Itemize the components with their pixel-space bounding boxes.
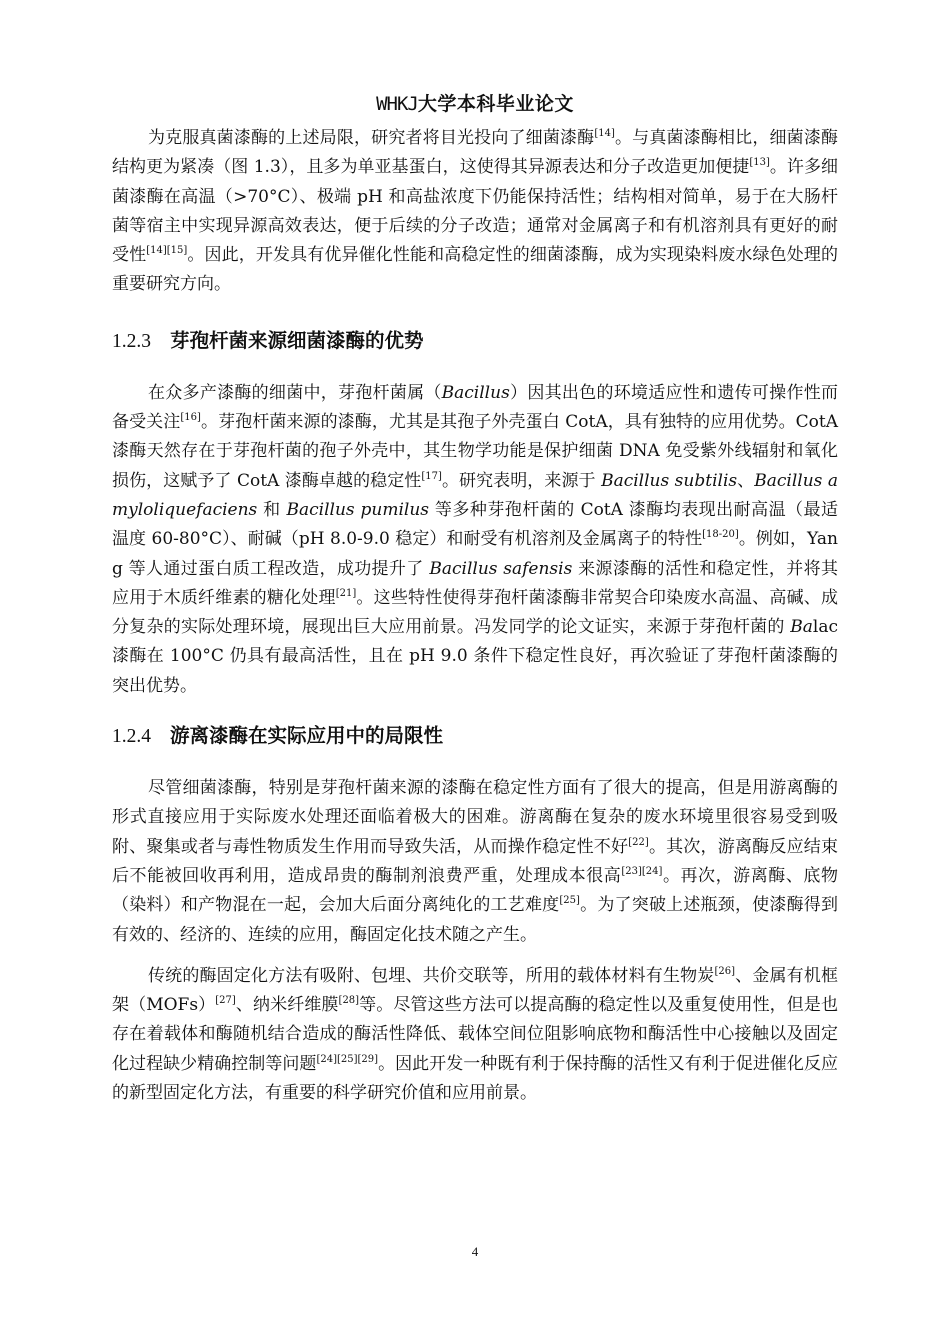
text-run: 。其次，游离酶反应结束后不能被回收再利用，造成昂贵的酶制剂浪费严重，处理成本很高	[112, 836, 839, 886]
text-run: 传统的酶固定化方法有吸附、包埋、共价交联等，所用的载体材料有生物炭	[148, 965, 715, 986]
citation: [23][24]	[621, 865, 663, 877]
section-number: 1.2.4	[112, 726, 151, 748]
citation: [14][15]	[146, 245, 188, 257]
paragraph-bacterial-laccase	[112, 124, 838, 300]
text-run: 。芽孢杆菌来源的漆酶，尤其是其孢子外壳蛋白 CotA，具有独特的应用优势。CotA 漆酶天然存在于芽孢杆菌的孢子外壳中，其生物学功能是保护细菌 DNA 免受紫外线辐射和氧化损伤，这赋予了 CotA 漆酶卓越的稳定性	[112, 412, 839, 491]
text-run: 。因此，开发具有优异催化性能和高稳定性的细菌漆酶，成为实现染料废水绿色处理的重要研究方向。	[112, 245, 839, 295]
header-school-code: WHKJ	[376, 93, 418, 115]
section-heading-1-2-3	[112, 326, 838, 357]
citation: [27]	[215, 995, 236, 1007]
page-number: 4	[471, 1244, 479, 1259]
section-number: 1.2.3	[112, 330, 151, 352]
paragraph-free-enzyme-limits	[112, 774, 838, 950]
species-name: Bacillus safensis	[429, 558, 573, 579]
text-run: 。与真菌漆酶相比，细菌漆酶结构更为紧凑（图 1.3），且多为单亚基蛋白，这使得其异源表达和分子改造更加便捷	[112, 128, 838, 178]
text-run: 等。尽管这些方法可以提高酶的稳定性以及重复使用性，但是也存在着载体和酶随机结合造成的酶活性降低、载体空间位阻影响底物和酶活性中心接触以及固定化过程缺少精确控制等问题	[112, 995, 838, 1074]
section-title: 芽孢杆菌来源细菌漆酶的优势	[170, 328, 424, 352]
text-run: ）因其出色的环境适应性和遗传可操作性而备受关注	[112, 382, 838, 433]
text-run: 。例如，Yang 等人通过蛋白质工程改造，成功提升了	[112, 529, 838, 579]
text-run: 。为了突破上述瓶颈，使漆酶得到有效的、经济的、连续的应用，酶固定化技术随之产生。	[112, 895, 839, 945]
citation: [16]	[180, 412, 201, 424]
text-run: 、金属有机框架（MOFs）	[112, 965, 839, 1016]
citation: [13]	[749, 157, 770, 169]
species-name: Bacillus amyloliquefaciens	[112, 470, 838, 520]
text-run: 、纳米纤维膜	[235, 995, 339, 1016]
text-run: 在众多产漆酶的细菌中，芽孢杆菌属（	[148, 382, 442, 403]
paragraph-bacillus-advantages	[112, 379, 838, 701]
text-run: 等多种芽孢杆菌的 CotA 漆酶均表现出耐高温（最适温度 60-80°C）、耐碱（pH 8.0-9.0 稳定）和耐受有机溶剂及金属离子的特性	[112, 499, 838, 550]
page-header	[0, 90, 950, 118]
section-heading-1-2-4	[112, 721, 838, 752]
text-run: 为克服真菌漆酶的上述局限，研究者将目光投向了细菌漆酶	[148, 128, 595, 148]
text-run: 。研究表明，来源于	[441, 470, 602, 491]
text-run: lac 漆酶在 100°C 仍具有最高活性，且在 pH 9.0 条件下稳定性良好，再次验证了芽孢杆菌漆酶的突出优势。	[112, 617, 838, 696]
citation: [17]	[421, 470, 442, 482]
citation: [18-20]	[702, 529, 739, 541]
text-run: 。许多细菌漆酶在高温（>70°C）、极端 pH 和高盐浓度下仍能保持活性；结构相对简单，易于在大肠杆菌等宿主中实现异源高效表达，便于后续的分子改造；通常对金属离子和有机溶剂具有更好的耐受性	[112, 157, 838, 266]
citation: [22]	[628, 836, 649, 848]
text-run: 来源漆酶的活性和稳定性，并将其应用于木质纤维素的糖化处理	[112, 558, 838, 608]
citation: [26]	[714, 965, 736, 977]
species-name: Bacillus subtilis	[601, 470, 738, 491]
section-title: 游离漆酶在实际应用中的局限性	[170, 724, 444, 748]
text-run: 和	[257, 499, 287, 520]
text-run: 。这些特性使得芽孢杆菌漆酶非常契合印染废水高温、高碱、成分复杂的实际处理环境，展现出巨大应用前景。冯发同学的论文证实，来源于芽孢杆菌的	[112, 587, 839, 638]
text-run: 尽管细菌漆酶，特别是芽孢杆菌来源的漆酶在稳定性方面有了很大的提高，但是用游离酶的形式直接应用于实际废水处理还面临着极大的困难。游离酶在复杂的废水环境里很容易受到吸附、聚集或者与毒性物质发生作用而导致失活，从而操作稳定性不好	[112, 778, 838, 857]
text-run: 、	[737, 470, 755, 491]
header-rule	[112, 122, 838, 123]
citation: [14]	[594, 128, 615, 139]
citation: [28]	[338, 995, 360, 1007]
text-run: 。因此开发一种既有利于保持酶的活性又有利于促进催化反应的新型固定化方法，有重要的科学研究价值和应用前景。	[112, 1053, 839, 1104]
citation: [25]	[559, 895, 580, 907]
citation: [21]	[335, 587, 357, 599]
body-content	[112, 124, 838, 1108]
citation: [24][25][29]	[316, 1053, 379, 1065]
header-thesis-type: 大学本科毕业论文	[417, 93, 574, 115]
text-run: 。再次，游离酶、底物（染料）和产物混在一起，会加大后面分离纯化的工艺难度	[112, 865, 838, 916]
species-name: Bacillus	[441, 382, 510, 403]
species-name: Bacillus pumilus	[286, 499, 430, 520]
species-name: Ba	[790, 617, 813, 638]
paragraph-immobilization-methods	[112, 962, 838, 1108]
